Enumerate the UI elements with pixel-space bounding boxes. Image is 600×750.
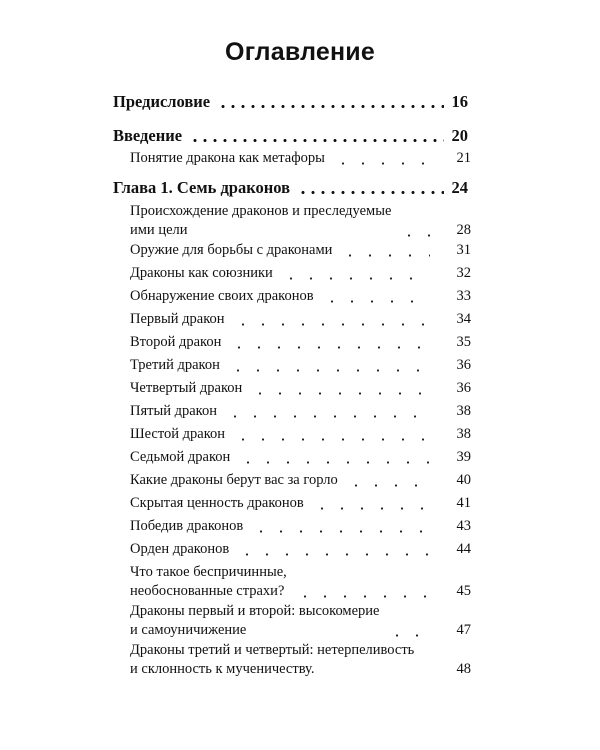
toc-entry-title-line: Драконы первый и второй: высокомерие — [130, 603, 380, 619]
toc-entry-title — [130, 356, 220, 375]
toc-entry-title — [130, 641, 414, 679]
toc-page-number: 33 — [456, 288, 471, 304]
dot-leader — [218, 105, 444, 109]
toc-entry-title — [130, 379, 242, 398]
dot-leader — [190, 139, 444, 143]
dot-leader — [298, 191, 444, 195]
dot-leader — [422, 673, 430, 676]
toc-entry-title — [113, 178, 290, 197]
dot-leader — [312, 507, 430, 510]
toc-page-number: 45 — [456, 583, 471, 599]
toc-entry-title — [130, 425, 225, 444]
toc-entry-title — [130, 448, 230, 467]
dot-leader — [228, 369, 430, 372]
dot-leader — [387, 634, 430, 637]
toc-page-number: 24 — [451, 178, 468, 197]
toc-entry-title-line: Орден драконов — [130, 541, 230, 557]
toc-entry-title-line: Понятие дракона как метафоры — [130, 150, 325, 166]
toc-entry-title-line: Третий дракон — [130, 357, 220, 373]
toc-entry-title-line: Предисловие — [113, 92, 211, 111]
toc-entry-title-line: Драконы третий и четвертый: нетерпеливость — [130, 642, 415, 658]
toc-entry-title — [130, 540, 229, 559]
toc-entry-title-line: Победив драконов — [130, 518, 244, 534]
toc-page-number: 16 — [451, 92, 468, 111]
toc-page-number: 36 — [456, 357, 471, 373]
toc-entry-title — [130, 494, 304, 513]
dot-leader — [295, 595, 430, 598]
toc-entry-title — [113, 92, 210, 111]
toc-entry-title-line: Что такое беспричинные, — [130, 564, 287, 580]
toc-page-number: 44 — [456, 541, 471, 557]
dot-leader — [333, 162, 430, 165]
toc-entry-title-line: ими цели — [130, 222, 188, 238]
toc-entry-title-line: Шестой дракон — [130, 426, 226, 442]
toc-entry-title-line: Оружие для борьбы с драконами — [130, 242, 333, 258]
dot-leader — [251, 530, 430, 533]
dot-leader — [233, 438, 430, 441]
toc-page-number: 40 — [456, 472, 471, 488]
toc-page-number: 39 — [456, 449, 471, 465]
toc-entry-title-line: Второй дракон — [130, 334, 222, 350]
toc-entry-title-line: Четвертый дракон — [130, 380, 243, 396]
dot-leader — [225, 415, 430, 418]
toc-page-number: 43 — [456, 518, 471, 534]
dot-leader — [322, 300, 430, 303]
toc-page-number: 48 — [456, 661, 471, 677]
toc-entry-title-line: Драконы как союзники — [130, 265, 273, 281]
dot-leader — [229, 346, 430, 349]
toc-entry-title — [130, 602, 379, 640]
toc-entry-title — [130, 241, 332, 260]
toc-entry-title-line: необоснованные страхи? — [130, 583, 285, 599]
toc-entry-title — [113, 126, 182, 145]
dot-leader — [399, 234, 430, 237]
toc-page-number: 32 — [456, 265, 471, 281]
toc-entry-title-line: Обнаружение своих драконов — [130, 288, 314, 304]
toc-page-number: 28 — [456, 222, 471, 238]
toc-page-number: 38 — [456, 426, 471, 442]
toc-entry-title — [130, 517, 243, 536]
toc-entry-title — [130, 563, 287, 601]
toc-entry-title — [130, 202, 391, 240]
toc-entry-title — [130, 333, 221, 352]
toc-entry-title-line: Введение — [113, 126, 183, 145]
toc-entry-title-line: Какие драконы берут вас за горло — [130, 472, 338, 488]
dot-leader — [233, 323, 430, 326]
dot-leader — [281, 277, 430, 280]
dot-leader — [346, 484, 430, 487]
toc-page-number: 31 — [456, 242, 471, 258]
dot-leader — [250, 392, 430, 395]
toc-entry-title-line: Скрытая ценность драконов — [130, 495, 304, 511]
toc-entry-title-line: Первый дракон — [130, 311, 225, 327]
toc-entry-title-line: Пятый дракон — [130, 403, 217, 419]
page-title: Оглавление — [225, 38, 375, 66]
toc-entry-title — [130, 310, 225, 329]
toc-entry-title-line: Происхождение драконов и преследуемые — [130, 203, 392, 219]
toc-page-number: 20 — [451, 126, 468, 145]
dot-leader — [238, 461, 430, 464]
toc-entry-title-line: и самоуничижение — [130, 622, 247, 638]
toc-page-number: 21 — [456, 150, 471, 166]
toc-entry-title-line: и склонность к мученичеству. — [130, 661, 315, 677]
toc-page-number: 41 — [456, 495, 471, 511]
toc-entry-title — [130, 149, 325, 168]
toc-entry-title — [130, 264, 273, 283]
toc-entry-title — [130, 402, 217, 421]
toc-page-number: 34 — [456, 311, 471, 327]
toc-entry-title-line: Глава 1. Семь драконов — [113, 178, 291, 197]
toc-page-number: 47 — [456, 622, 471, 638]
toc-page-number: 36 — [456, 380, 471, 396]
toc-entry-title-line: Седьмой дракон — [130, 449, 231, 465]
toc-page-number: 38 — [456, 403, 471, 419]
toc-page-number: 35 — [456, 334, 471, 350]
toc-entry-title — [130, 471, 338, 490]
toc-entry-title — [130, 287, 314, 306]
dot-leader — [237, 553, 430, 556]
dot-leader — [340, 254, 430, 257]
